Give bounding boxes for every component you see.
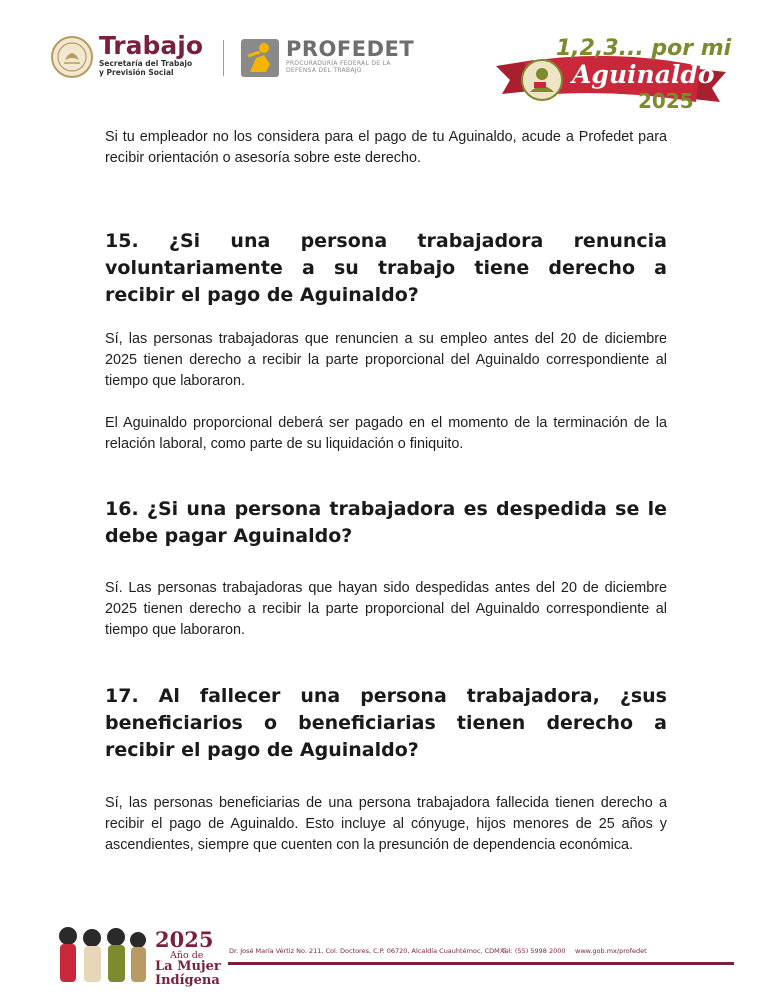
footer-year: 2025 — [155, 927, 214, 952]
profedet-logo — [286, 38, 414, 74]
answer-16-section — [105, 578, 667, 641]
answer-15-paragraph-2: El Aguinaldo proporcional deberá ser pagado en el momento de la terminación de la relación laboral, como parte de su liquidación o finiquito. — [105, 415, 667, 452]
national-seal-icon — [51, 36, 93, 78]
answer-15-section — [105, 329, 667, 392]
answer-17-section — [105, 793, 667, 856]
footer-address: Dr. José María Vértiz No. 211, Col. Doctores, C.P. 06720, Alcaldía Cuauhtémoc, CDMX. — [229, 947, 507, 955]
banner-year: 2025 — [638, 89, 694, 113]
answer-16-paragraph: Sí. Las personas trabajadoras que hayan sido despedidas antes del 20 de diciembre 2025 tienen derecho a recibir la parte proporcional del Aguinaldo correspondiente al tiempo que laboraron. — [105, 580, 667, 638]
profedet-worker-icon — [240, 38, 280, 78]
profedet-subtitle-1: PROCURADURÍA FEDERAL DE LA — [286, 60, 391, 67]
footer-la-mujer-indigena — [155, 960, 221, 988]
footer-telephone: Tel: (55) 5998 2000 — [502, 947, 566, 955]
trabajo-title: Trabajo — [99, 31, 204, 60]
question-15-section — [105, 228, 667, 309]
profedet-subtitle-2: DEFENSA DEL TRABAJO — [286, 67, 362, 74]
indigenous-women-illustration — [54, 924, 152, 984]
header-divider — [223, 40, 224, 76]
footer-divider-line — [228, 962, 734, 965]
banner-top-text: 1,2,3... por mi — [556, 36, 732, 61]
footer-la-mujer: La Mujer — [155, 959, 221, 974]
question-15-heading: 15. ¿Si una persona trabajadora renuncia voluntariamente a su trabajo tiene derecho a recibir el pago de Aguinaldo? — [105, 230, 667, 306]
profedet-title: PROFEDET — [286, 37, 415, 61]
intro-paragraph: Si tu empleador no los considera para el pago de tu Aguinaldo, acude a Profedet para recibir orientación o asesoría sobre este derecho. — [105, 129, 667, 166]
footer-anio-de: Año de — [170, 950, 204, 961]
page-header — [0, 0, 768, 120]
trabajo-subtitle-2: y Previsión Social — [99, 68, 174, 77]
answer-15-paragraph-1: Sí, las personas trabajadoras que renuncien a su empleo antes del 20 de diciembre 2025 tienen derecho a recibir la parte proporcional del Aguinaldo correspondiente al tiempo que laboraron. — [105, 331, 667, 389]
question-16-heading: 16. ¿Si una persona trabajadora es despedida se le debe pagar Aguinaldo? — [105, 498, 667, 547]
question-17-heading: 17. Al fallecer una persona trabajadora, ¿sus beneficiarios o beneficiarias tienen derecho a recibir el pago de Aguinaldo? — [105, 685, 667, 761]
footer-indigena: Indígena — [155, 973, 220, 988]
answer-15b-section — [105, 413, 667, 455]
question-17-section — [105, 683, 667, 764]
footer-website-link[interactable]: www.gob.mx/profedet — [575, 947, 647, 955]
intro-section — [105, 127, 667, 169]
answer-17-paragraph: Sí, las personas beneficiarias de una persona trabajadora fallecida tienen derecho a recibir el pago de Aguinaldo. Esto incluye al cónyuge, hijos menores de 25 años y ascendientes, siempre que cuenten con la presunción de dependencia económica. — [105, 795, 667, 853]
question-16-section — [105, 496, 667, 550]
banner-main-text: Aguinaldo — [572, 60, 715, 89]
trabajo-logo — [99, 33, 203, 77]
trabajo-subtitle-1: Secretaría del Trabajo — [99, 59, 193, 68]
